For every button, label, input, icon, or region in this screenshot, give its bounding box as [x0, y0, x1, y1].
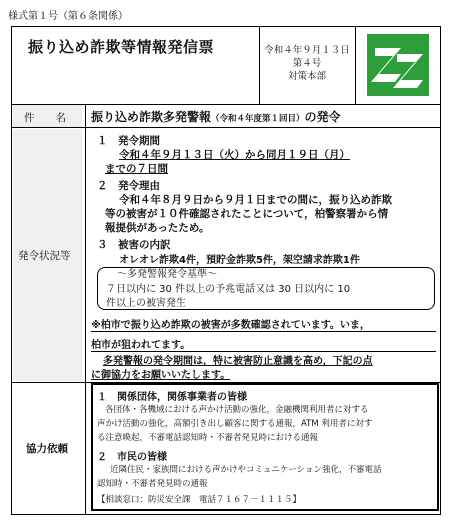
criteria-line: 件以上の被害発生 [106, 298, 186, 309]
note-line: 柏市が狙われてます。 [91, 340, 191, 351]
subject-tail: の発令 [304, 110, 341, 124]
divider [11, 127, 441, 128]
reason-line: 等の被害が１０件確認されたことについて，柏警察署から情 [105, 208, 389, 220]
note-line: ※柏市で振り込め詐欺の被害が多数確認されています。いま， [91, 320, 370, 331]
coop-heading: １ 関係団体，関係事業者の皆様 [97, 392, 247, 403]
reason-heading: ２ 発令理由 [97, 180, 160, 192]
issuer: 対策本部 [287, 71, 326, 82]
status-label: 発令状況等 [18, 250, 71, 262]
criteria-title: ～多発警報発令基準～ [117, 269, 217, 280]
cooperation-label: 協力依頼 [26, 443, 68, 455]
reason-line: 報提供があったため。 [105, 222, 210, 234]
divider [91, 331, 436, 332]
issue-date: 令和４年９月１３日 [264, 45, 350, 56]
coop-line: 声かけ活動の強化，高額引き出し顧客に関する通報，ATM 利用者に対す [97, 419, 373, 429]
coop-line: 各団体・各機域における声かけ活動の強化，金融機関利用者に対する [105, 405, 369, 415]
divider [355, 26, 356, 104]
form-number: 様式第１号（第６条関係） [8, 11, 128, 22]
breakdown-line: オレオレ詐欺4件，預貯金詐欺5件，架空請求詐欺1件 [119, 255, 360, 266]
coop-line: 認知時・不審者発見時の通報 [97, 479, 208, 489]
subject-sub: （令和４年度第１回目） [211, 114, 305, 124]
coop-line: る注意喚起，不審電話認知時・不審者発見時における通報 [97, 433, 319, 443]
municipal-emblem-icon [367, 34, 429, 100]
criteria-line: ７日以内に 30 件以上の予兆電話又は 30 日以内に 10 [106, 284, 351, 295]
note-line: 多発警報の発令期間は，特に被害防止意識を高め，下記の点 [103, 356, 373, 367]
period-line: 令和４年９月１３日（火）から同月１９日（月） [119, 149, 350, 161]
note-line: に御協力をお願いいたします。 [91, 370, 231, 381]
subject-label: 件 名 [24, 112, 66, 124]
issue-number: 第４号 [292, 58, 322, 69]
reason-line: 令和４年８月９日から９月１日までの間に，振り込め詐欺 [119, 194, 392, 206]
coop-heading: ２ 市民の皆様 [97, 452, 167, 463]
period-heading: １ 発令期間 [97, 135, 160, 147]
coop-line: 近隣住民・家族間における声かけやコミュニケーション強化，不審電話 [110, 465, 382, 475]
issue-info [259, 44, 355, 83]
contact-line: 【相談窓口：防災安全課 電話７１６７－１１１５】 [97, 495, 302, 505]
subject [91, 108, 341, 125]
divider [85, 104, 86, 515]
subject-main: 振り込め詐欺多発警報 [91, 110, 212, 124]
page-title: 振り込め詐欺等情報発信票 [28, 38, 215, 56]
breakdown-heading: ３ 被害の内訳 [97, 239, 171, 251]
period-line: までの７日間 [105, 163, 168, 175]
